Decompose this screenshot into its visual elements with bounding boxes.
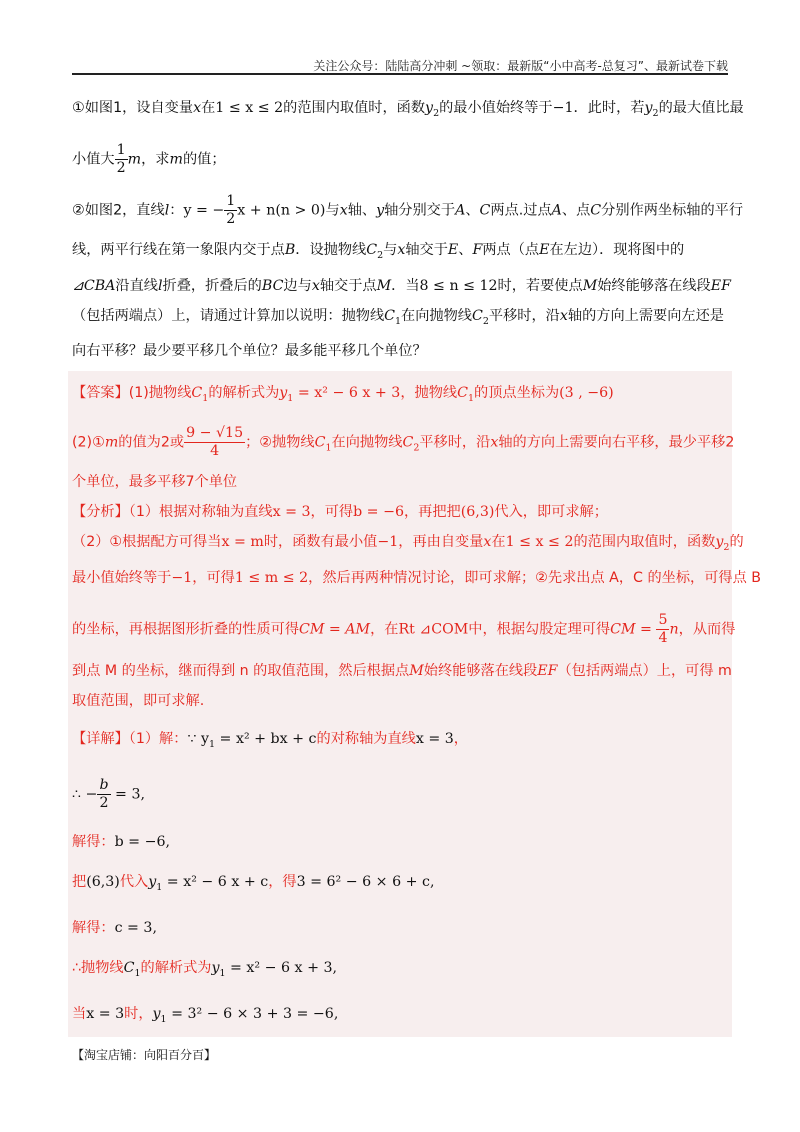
- line-equation: y = −: [183, 202, 225, 219]
- text: 的坐标，再根据图形折叠的性质可得: [72, 621, 300, 638]
- question-line-1: [72, 98, 744, 124]
- equation: b = −6: [353, 504, 404, 521]
- curve-C: C: [402, 434, 414, 451]
- text: ：: [169, 202, 184, 219]
- value-neg1: −1: [171, 570, 193, 587]
- detail-line-3: [72, 832, 728, 852]
- subscript: 1: [467, 393, 474, 405]
- equation: 3 = 6² − 6 × 6 + c,: [296, 873, 435, 890]
- detail-line-6: [72, 958, 728, 984]
- frac-num: 1: [116, 141, 126, 158]
- detail-line-2: [72, 777, 728, 812]
- subscript: 1: [134, 967, 141, 979]
- var-l: l: [158, 277, 163, 294]
- page-header: 关注公众号：陆陆高分冲刺 ~领取：最新版“小中高考-总复习”、最新试卷下载: [313, 59, 728, 73]
- text: 始终能够落在线段: [597, 277, 711, 294]
- point-M: M: [409, 663, 424, 680]
- text: ，在: [370, 621, 399, 638]
- fraction-answer: [184, 425, 245, 460]
- var-x: x: [339, 202, 348, 219]
- detail-line-1: [72, 729, 728, 755]
- question-line-3: [72, 192, 744, 228]
- text: 在向抛物线: [401, 307, 472, 324]
- text: 的范围内取值时，函数: [283, 100, 426, 116]
- point-B: B: [284, 241, 296, 258]
- text: 的最大值比最: [658, 100, 744, 116]
- text: 的: [729, 534, 744, 551]
- text: 小值大: [72, 151, 115, 168]
- var-x: x: [490, 434, 499, 451]
- text: 两点（点: [482, 241, 540, 258]
- therefore-symbol: ∴ −: [72, 786, 98, 803]
- text: (2)①: [72, 434, 105, 451]
- frac-num: 5: [658, 612, 668, 629]
- text: （包括两端点）上，可得 m: [557, 663, 732, 680]
- analysis-line-6: 取值范围，即可求解.: [72, 693, 205, 710]
- text: 轴交于: [405, 241, 448, 258]
- text: ①如图1，设自变量: [72, 100, 194, 116]
- text: ，从而得: [678, 621, 736, 638]
- text: ，求: [141, 151, 170, 168]
- question-line-7: 向右平移？最少要平移几个单位？最多能平移几个单位？: [72, 343, 427, 360]
- curve-C: C: [123, 959, 135, 976]
- text: 的对称轴为直线: [316, 731, 416, 748]
- text: ，: [453, 731, 468, 748]
- text: ，得: [268, 873, 297, 890]
- subscript: 1: [202, 393, 209, 405]
- because-symbol: ∵ y: [187, 731, 209, 748]
- analysis-line-3: [72, 568, 762, 588]
- var-y: y: [715, 534, 724, 551]
- fraction-half: [115, 142, 128, 177]
- text: 解得：: [72, 919, 115, 936]
- var-x: x: [311, 277, 320, 294]
- answer-block: [68, 371, 762, 1037]
- equation: = x² − 6 x + 3,: [225, 959, 337, 976]
- equation: c = 3,: [114, 919, 157, 936]
- var-y: y: [152, 1005, 161, 1022]
- equation: x = 3: [272, 504, 311, 521]
- text: 的最小值始终等于: [439, 100, 553, 116]
- text: ∴抛物线: [72, 959, 124, 976]
- analysis-line-5: [72, 661, 732, 681]
- frac-num: 9 − √15: [186, 425, 244, 442]
- text: ．此时，若: [573, 100, 645, 116]
- document-body: [72, 82, 762, 1037]
- detail-line-5: [72, 918, 728, 938]
- header-rule: [72, 73, 728, 75]
- var-y: y: [376, 202, 385, 219]
- equation: x = 3: [415, 731, 454, 748]
- text: 两点.过点: [490, 202, 552, 219]
- point: (6,3): [460, 504, 495, 521]
- answer-line-1: [72, 383, 728, 409]
- subscript: 1: [395, 315, 402, 327]
- point: (6,3): [86, 873, 120, 890]
- question-line-6: [72, 306, 728, 332]
- text: 、点: [561, 202, 591, 219]
- frac-num: b: [99, 776, 109, 793]
- frac-den: 4: [210, 443, 220, 460]
- text: ②如图2，直线: [72, 202, 165, 219]
- text: 【答案】(1)抛物线: [72, 385, 192, 402]
- var-x: x: [193, 100, 202, 116]
- frac-den: 2: [116, 159, 126, 176]
- point-F: F: [472, 241, 483, 258]
- text: ．设抛物线: [295, 241, 367, 258]
- text: 始终能够落在线段: [423, 663, 538, 680]
- point-M: M: [376, 277, 392, 294]
- analysis-line-4: [72, 612, 736, 647]
- fraction-5-4: [656, 612, 669, 647]
- text: （2）①根据配方可得当: [72, 534, 222, 551]
- condition: (n > 0): [275, 202, 326, 219]
- equation: x = m: [221, 534, 264, 551]
- curve-C: C: [191, 385, 203, 402]
- text: 平移时，沿: [419, 434, 491, 451]
- point-C: C: [479, 202, 491, 219]
- text: 在向抛物线: [331, 434, 403, 451]
- text: 的值；: [182, 151, 226, 168]
- text: 到点 M 的坐标，继而得到 n 的取值范围，然后根据点: [72, 663, 410, 680]
- text: 与: [383, 241, 398, 258]
- text: （包括两端点）上，请通过计算加以说明：抛物线: [72, 307, 385, 324]
- text: ，再由自变量: [398, 534, 484, 551]
- detail-line-7: [72, 1004, 728, 1030]
- text: ，可得: [192, 570, 235, 587]
- subscript: 1: [219, 967, 226, 979]
- text: ；②抛物线: [245, 434, 315, 451]
- text: 分别作两坐标轴的平行: [601, 202, 744, 219]
- text: 轴的方向上需要向右平移，最少平移2: [498, 434, 735, 451]
- equation: = 3² − 6 × 3 + 3 = −6,: [166, 1005, 339, 1022]
- range-1-2: 1 ≤ x ≤ 2: [505, 534, 574, 551]
- subscript: 1: [209, 738, 216, 750]
- text: 时，: [124, 1005, 153, 1022]
- line-equation: x + n: [237, 202, 276, 219]
- frac-den: 4: [658, 630, 668, 647]
- text: 时，函数有最小值: [263, 534, 378, 551]
- text: 、: [465, 202, 480, 219]
- var-l: l: [164, 202, 170, 219]
- point-E: E: [539, 241, 550, 258]
- question-line-2: [72, 142, 728, 177]
- value-neg1: −1: [552, 100, 574, 116]
- var-m: m: [127, 151, 142, 168]
- text: 在: [491, 534, 506, 551]
- answer-line-2: [72, 425, 735, 460]
- text: 的顶点坐标为: [474, 385, 560, 402]
- curve-C: C: [314, 434, 326, 451]
- equation: CM =: [610, 621, 657, 638]
- text: 折叠，折叠后的: [162, 277, 262, 294]
- frac-den: 2: [99, 794, 109, 811]
- text: 在: [201, 100, 216, 116]
- text: 的解析式为: [208, 385, 280, 402]
- var-m: m: [169, 151, 183, 168]
- subscript: 1: [325, 442, 332, 454]
- analysis-line-2: [72, 532, 744, 558]
- var-x: x: [483, 534, 492, 551]
- segment-EF: EF: [710, 277, 731, 294]
- text: 边与: [283, 277, 312, 294]
- var-m: m: [104, 434, 119, 451]
- question-line-4: [72, 240, 728, 266]
- answer-line-3: 个单位，最多平移7个单位: [72, 474, 238, 491]
- var-n: n: [669, 621, 679, 638]
- text: 与: [325, 202, 340, 219]
- vertex: (3 , −6): [559, 385, 614, 402]
- text: 【详解】（1）解：: [72, 731, 188, 748]
- text: 轴、: [347, 202, 377, 219]
- question-line-5: [72, 276, 731, 296]
- text: 、: [458, 241, 473, 258]
- text: 当: [72, 1005, 87, 1022]
- var-y: y: [279, 385, 288, 402]
- var-y: y: [148, 873, 157, 890]
- point-C: C: [590, 202, 602, 219]
- text: 把: [72, 873, 87, 890]
- var-y: y: [425, 100, 434, 116]
- text: 线，两平行线在第一象限内交于点: [72, 241, 285, 258]
- subscript: 2: [652, 107, 659, 119]
- curve-C: C: [457, 385, 468, 402]
- segment-EF: EF: [537, 663, 558, 680]
- text: 轴交于点: [319, 277, 377, 294]
- text: ，再把把: [403, 504, 461, 521]
- analysis-line-1: [72, 502, 728, 522]
- point-M: M: [582, 277, 598, 294]
- subscript: 2: [433, 107, 440, 119]
- curve-C: C: [384, 307, 395, 324]
- equation: CM = AM: [299, 621, 371, 638]
- text: ，然后再两种情况讨论，即可求解；②先求出点 A，C 的坐标，可得点 B: [308, 570, 762, 587]
- var-y: y: [211, 959, 220, 976]
- curve-C: C: [366, 241, 378, 258]
- range-n: 8 ≤ n ≤ 12: [419, 277, 498, 294]
- text: 时，若要使点: [497, 277, 583, 294]
- text: 解得：: [72, 833, 115, 850]
- text: 【分析】（1）根据对称轴为直线: [72, 504, 273, 521]
- right-triangle-COM: Rt ⊿COM: [398, 621, 469, 638]
- text: 最小值始终等于: [72, 570, 172, 587]
- text: 代入，即可求解；: [494, 504, 608, 521]
- range-1-2: 1 ≤ x ≤ 2: [215, 100, 284, 116]
- value-neg1: −1: [377, 534, 399, 551]
- text: ，可得: [310, 504, 354, 521]
- equation: = x² − 6 x + c: [162, 873, 269, 890]
- var-x: x: [397, 241, 406, 258]
- frac-den: 2: [226, 210, 236, 227]
- range-m: 1 ≤ m ≤ 2: [234, 570, 309, 587]
- text: 的值为2或: [118, 434, 185, 451]
- subscript: 2: [723, 542, 730, 554]
- equation: = x² − 6 x + 3: [293, 385, 401, 402]
- equation: b = −6,: [114, 833, 170, 850]
- detail-line-4: [72, 872, 728, 898]
- text: ．当: [391, 277, 420, 294]
- fraction-half: [224, 193, 237, 228]
- curve-C: C: [472, 307, 483, 324]
- var-x: x: [559, 307, 568, 324]
- text: 的解析式为: [140, 959, 212, 976]
- text: 在左边）．现将图中的: [549, 241, 685, 258]
- equation: = 3,: [110, 786, 145, 803]
- subscript: 2: [482, 315, 489, 327]
- subscript: 2: [377, 249, 384, 261]
- fraction-b-2: [97, 777, 110, 812]
- equation: x = 3: [86, 1005, 125, 1022]
- text: ，抛物线: [400, 385, 458, 402]
- subscript: 1: [160, 1013, 167, 1025]
- triangle-CBA: ⊿CBA: [72, 277, 116, 294]
- frac-num: 1: [226, 192, 236, 209]
- text: 轴分别交于: [384, 202, 456, 219]
- subscript: 1: [287, 393, 294, 405]
- text: 沿直线: [115, 277, 158, 294]
- subscript: 1: [156, 881, 163, 893]
- text: 代入: [119, 873, 149, 890]
- subscript: 2: [413, 442, 420, 454]
- segment-BC: BC: [261, 277, 284, 294]
- var-y: y: [644, 100, 653, 116]
- text: 平移时，沿: [488, 307, 560, 324]
- point-E: E: [447, 241, 459, 258]
- page-footer: 【淘宝店铺：向阳百分百】: [72, 1048, 217, 1062]
- text: 的范围内取值时，函数: [573, 534, 716, 551]
- point-A: A: [551, 202, 562, 219]
- point-A: A: [455, 202, 466, 219]
- text: 轴的方向上需要向左还是: [567, 307, 724, 324]
- text: 中，根据勾股定理可得: [468, 621, 611, 638]
- equation: = x² + bx + c: [215, 731, 317, 748]
